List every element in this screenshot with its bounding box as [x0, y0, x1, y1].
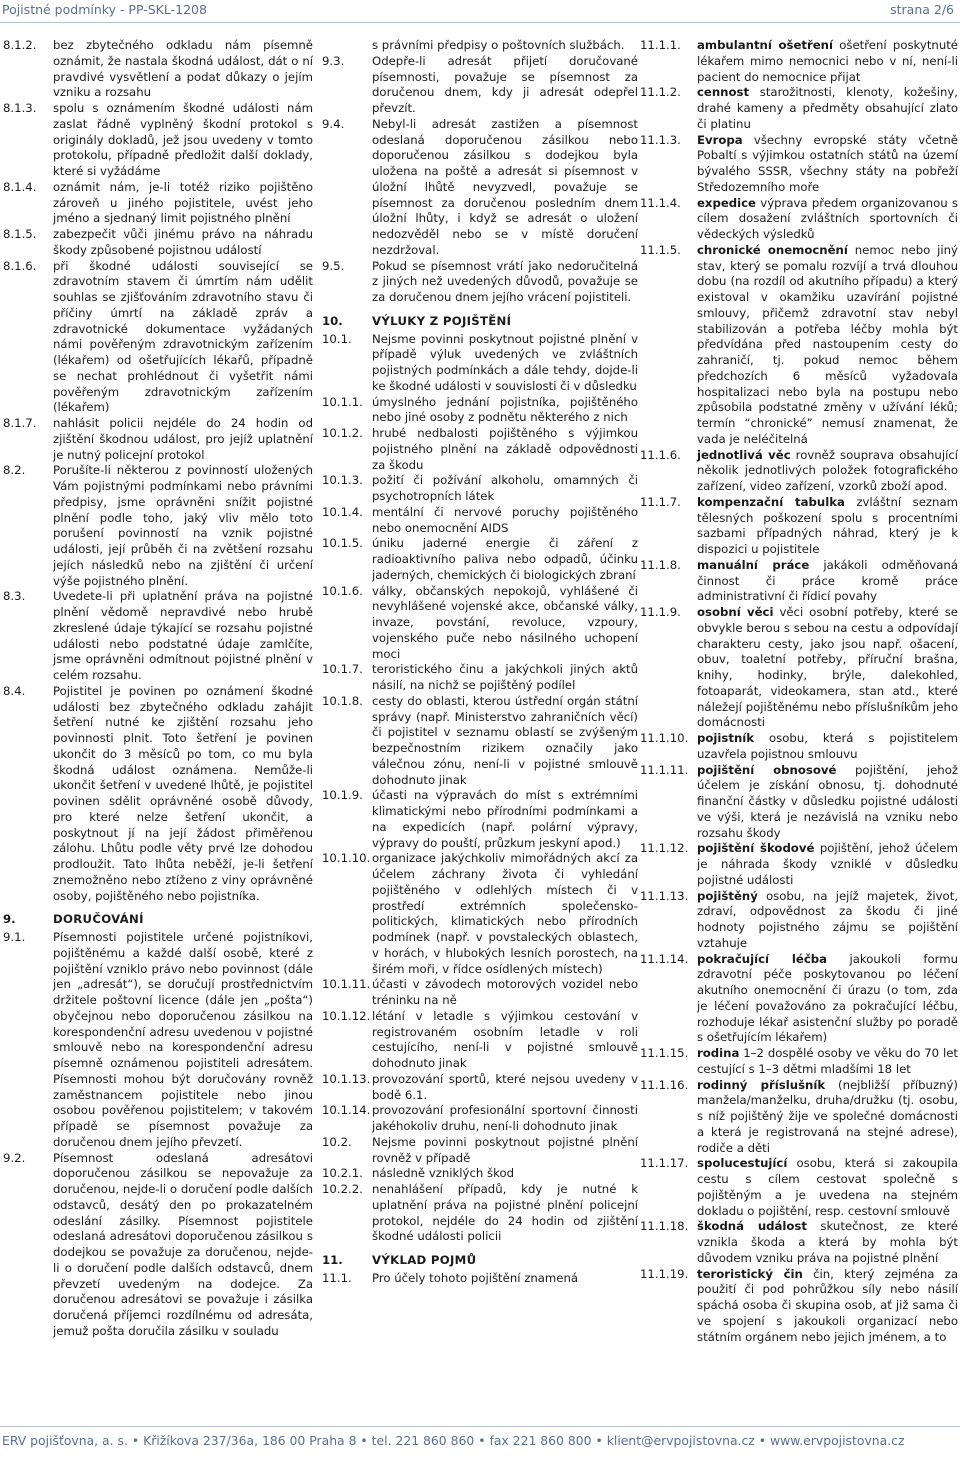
clause-number: 11.1.9. — [640, 605, 681, 619]
clause — [322, 505, 638, 537]
clause-text: cesty do oblasti, kterou ústřední orgán státní správy (např. Ministerstvo zahraničních věcí) či pojistitel v seznamu oblastí se zvýšeným bezpečnostním rizikem označily jako válečnou zónu, není-li v pojistné smlouvě dohodnuto jinak — [372, 693, 638, 787]
clause-number: 11.1.7. — [640, 494, 681, 509]
defined-term: pojištěný — [697, 888, 758, 903]
clause-text: provozování sportů, které nejsou uvedeny v bodě 6.1. — [372, 1071, 638, 1102]
clause-number: 11.1.1. — [640, 38, 681, 52]
column-right — [640, 38, 958, 1345]
clause — [640, 1219, 958, 1266]
clause — [640, 1156, 958, 1219]
clause — [322, 584, 638, 663]
clause-text — [697, 605, 958, 731]
clause-number: 9.4. — [322, 116, 345, 131]
definition-text: věci osobní potřeby, které se obvykle berou s sebou na cestu a odpovídají charakteru cesty, jako jsou např. ošacení, obuv, toaletní potřeby, příruční brašna, knihy, hodinky, brýle, dalekohled, fotoaparát, videokamera, stan atd., které náležejí pojištěnému nebo příslušníkům jeho domácnosti — [697, 605, 958, 730]
clause — [322, 977, 638, 1009]
column-middle — [322, 38, 638, 1287]
clause-text: oznámit nám, je-li totéž riziko pojištěno zároveň u jiného pojistitele, uvést jeho jméno a sjednaný limit pojistného plnění — [53, 179, 313, 226]
clause — [322, 259, 638, 306]
clause-number: 11.1.11. — [640, 762, 689, 777]
clause-text — [697, 38, 958, 85]
clause-text — [697, 133, 958, 196]
clause — [640, 448, 958, 495]
document-title: Pojistné podmínky - PP-SKL-1208 — [2, 2, 207, 17]
clause-text: úniku jaderné energie či záření z radioaktivního paliva nebo odpadů, účinku jaderných, chemických či biologických zbraní — [372, 536, 638, 582]
clause-text: požití či požívání alkoholu, omamných či psychotropních látek — [372, 473, 638, 503]
clause — [322, 851, 638, 977]
clause-text: Nebyl-li adresát zastižen a písemnost odeslaná doporučenou zásilkou nebo doporučenou zásilkou s dodejkou byla uložena na poště a adresát si písemnost v úložní lhůtě nevyzvedl, považuje se písemnost za doručenou posledním dnem úložní lhůty, i když se adresát o uložení nedozvěděl nebo se v místě doručení nezdržoval. — [372, 116, 638, 257]
clause-number: 10.2.2. — [322, 1182, 363, 1196]
defined-term: jednotlivá věc — [697, 447, 791, 462]
clause — [640, 133, 958, 196]
clause-number: 9.3. — [322, 53, 345, 68]
clause-text: mentální či nervové poruchy pojištěného nebo onemocnění AIDS — [372, 504, 638, 535]
definition-text: osobu, na jejíž majetek, život, zdraví, odpovědnost za škodu či jiné hodnoty pojistného zájmu se pojištění vztahuje — [697, 888, 958, 950]
clause-text: hrubé nedbalosti pojištěného s výjimkou pojistného plnění na základě odpovědnosti za škodu — [372, 426, 638, 472]
clause-text: následně vzniklých škod — [372, 1166, 515, 1181]
defined-term: pojištění obnosové — [697, 762, 837, 777]
clause — [640, 1046, 958, 1078]
clause-number: 10.1.8. — [322, 693, 363, 708]
clause-number: 10.1.12. — [322, 1008, 371, 1023]
clause-text: Nejsme povinni poskytnout pojistné plnění rovněž v případě — [372, 1134, 638, 1165]
clause-number: 11.1.8. — [640, 557, 681, 572]
defined-term: expedice — [697, 195, 756, 210]
clause-text — [697, 841, 958, 888]
clause-number: 9.5. — [322, 258, 345, 273]
clause-text: Uvedete-li při uplatnění práva na pojistné plnění vědomě nepravdivé nebo hrubě zkreslené údaje týkající se rozsahu pojistné události nebo podstatné údaje zamlčíte, jsme oprávněni odmítnout pojistné plnění v celém rozsahu. — [53, 589, 313, 682]
clause-text: Písemnosti pojistitele určené pojistníkovi, pojištěnému a každé další osobě, které z pojištění vzniklo právo nebo povinnost (dále jen „adresát“), se doručují prostřednictvím držitele poštovní licence (dále jen „pošta“) obyčejnou nebo doporučenou zásilkou na korespondenční adresu uvedenou v pojistné smlouvě nebo na korespondenční adresu písemně oznámenou pojistiteli adresátem. Písemnosti mohou být doručovány rovněž zaměstnancem pojistitele nebo jinou osobou pověřenou pojistitelem; v takovém případě se písemnost považuje za doručenou dnem jejího převzetí. — [53, 930, 313, 1149]
clause — [322, 117, 638, 259]
definition-text: jakákoli odměňovaná činnost či práce kromě práce administrativní či řídicí povahy — [697, 557, 958, 604]
definition-text: nemoc nebo jiný stav, který se pomalu rozvíjí a trvá dlouhou dobu (na rozdíl od akutního případu) a který existoval v okamžiku uzavírání pojistné smlouvy, přičemž zdravotní stav nebyl stabilizován a potřeba léčby mohla být předvídána před nastoupením cesty do zahraničí, tj. pokud nemoc během předchozích 6 měsíců vyžadovala hospitalizaci nebo byla na postupu nebo způsobila podstatné změny v užívání léků; termín “chronické” nemusí znamenat, že vada je neléčitelná — [697, 242, 958, 446]
clause-number: 10.1.13. — [322, 1071, 371, 1086]
clause — [3, 416, 313, 463]
clause-number: 8.1.3. — [3, 101, 37, 115]
clause-text — [697, 952, 958, 1047]
clause-number: 10.1.3. — [322, 473, 363, 488]
clause-number: 10.1.11. — [322, 977, 371, 992]
clause-text — [697, 1219, 958, 1266]
defined-term: škodná událost — [697, 1219, 807, 1234]
clause-text: nenahlášení případů, kdy je nutné k uplatnění práva na pojistné plnění policejní protokol, nejdéle do 24 hodin od zjištění škodné události policii — [372, 1182, 638, 1244]
clause-text: Pro účely tohoto pojištění znamená — [372, 1270, 579, 1285]
clause-number: 9.2. — [3, 1150, 26, 1165]
clause — [322, 332, 638, 395]
clause — [322, 54, 638, 117]
definition-text: pojištění, jehož účelem je náhrada škody vzniklé v důsledku pojistné události — [697, 841, 958, 887]
clause — [3, 463, 313, 589]
clause — [640, 558, 958, 605]
clause — [322, 662, 638, 694]
clause-text — [697, 448, 958, 495]
section-heading — [322, 314, 638, 330]
clause — [322, 536, 638, 583]
clause-text: účasti v závodech motorových vozidel nebo tréninku na ně — [372, 977, 638, 1007]
clause-text — [697, 889, 958, 952]
clause-text — [697, 243, 958, 448]
clause-number: 11.1.3. — [640, 132, 681, 147]
defined-term: pojistník — [697, 731, 755, 745]
clause-text: války, občanských nepokojů, vyhlášené či nevyhlášené vojenské akce, občanské války, invaze, povstání, revoluce, vzpoury, vojenského puče nebo násilného uchopení moci — [372, 583, 638, 661]
clause-number: 10.1.5. — [322, 536, 363, 551]
clause-number: 9. — [3, 912, 16, 927]
defined-term: spolucestující — [697, 1156, 788, 1171]
defined-term: rodinný příslušník — [697, 1077, 826, 1092]
clause — [322, 1072, 638, 1104]
clause-text: spolu s oznámením škodné události nám zaslat řádně vyplněný škodní protokol s originály dokladů, jež jsou uvedeny v tomto protokolu, případně předložit další doklady, které si vyžádáme — [53, 101, 313, 178]
clause-text: Odepře-li adresát přijetí doručované písemnosti, považuje se písemnost za doručenou dnem, kdy ji adresát odepřel převzít. — [372, 53, 638, 115]
definition-text: osobu, která s pojistitelem uzavřela pojistnou smlouvu — [697, 731, 958, 761]
clause — [322, 694, 638, 789]
definition-text: všechny evropské státy včetně Pobaltí s výjimkou ostatních států na území bývalého SSSR, všechny státy na pobřeží Středozemního moře — [697, 132, 958, 194]
clause-text: Pojistitel je povinen po oznámení škodné události bez zbytečného odkladu zahájit šetření nutné ke zjištění rozsahu jeho povinnosti plnit. Toto šetření je povinen ukončit do 3 měsíců po tom, co mu byla škodná událost oznámena. Nemůže-li ukončit šetření v uvedené lhůtě, je pojistitel povinen sdělit oprávněné osobě důvody, pro které nelze šetření ukončit, a poskytnout jí na její žádost přiměřenou zálohu. Lhůtu podle věty prvé lze dohodou prodloužit. Tato lhůta neběží, je-li šetření znemožněno nebo ztíženo z viny oprávněné osoby, pojištěného nebo pojistníka. — [53, 683, 313, 903]
clause-number: 9.1. — [3, 930, 26, 944]
clause — [322, 473, 638, 505]
clause — [322, 1271, 638, 1287]
clause — [322, 1182, 638, 1245]
defined-term: chronické onemocnění — [697, 242, 848, 257]
clause-text — [697, 1078, 958, 1157]
clause-number: 8.2. — [3, 463, 26, 478]
clause-text: provozování profesionální sportovní činnosti jakéhokoliv druhu, není-li dohodnuto jinak — [372, 1103, 638, 1133]
definition-text: výprava předem organizovanou s cílem dosažení zvláštních sportovních či vědeckých výsledků — [697, 195, 958, 241]
clause-number: 11.1.15. — [640, 1046, 689, 1060]
clause — [640, 38, 958, 85]
clause-number: 11.1.6. — [640, 447, 681, 462]
header-divider — [0, 22, 960, 23]
clause — [3, 1151, 313, 1340]
clause-text: teroristického činu a jakýchkoli jiných aktů násilí, na nichž se pojištěný podílel — [372, 662, 638, 692]
clause — [3, 259, 313, 417]
clause — [640, 841, 958, 888]
defined-term: cennost — [697, 85, 750, 100]
definition-text: pojištění, jehož účelem je získání obnosu, tj. dohodnuté finanční částky v důsledku pojistné události ve výši, která je nezávislá na vzniku nebo rozsahu škody — [697, 762, 958, 840]
defined-term: pojištění škodové — [697, 841, 815, 856]
defined-term: rodina — [697, 1046, 740, 1060]
footer-divider — [0, 1426, 960, 1427]
clause-text — [697, 731, 958, 763]
clause-text — [697, 1267, 958, 1346]
section-heading — [322, 1253, 638, 1269]
clause-text: účasti na výpravách do míst s extrémními klimatickými nebo přírodními podmínkami a na expedicích (např. polární výpravy, výpravy do pouští, průzkum jeskyní apod.) — [372, 788, 638, 850]
clause-number: 11.1.13. — [640, 888, 689, 903]
clause — [322, 426, 638, 473]
page-header — [0, 0, 960, 22]
definition-text: (nejbližší příbuzný) manžela/manželku, druha/družku (tj. osobu, s níž pojištěný žije ve společné domácnosti a která je registrovaná na stejné adrese), rodiče a děti — [697, 1077, 958, 1155]
defined-term: kompenzační tabulka — [697, 494, 845, 509]
clause-number: 10. — [322, 313, 343, 328]
clause-text — [697, 196, 958, 243]
clause — [322, 1166, 638, 1182]
definition-text: čin, který zejména za použití či pod pohrůžkou síly nebo násilí spáchá osoba či skupina osob, ať již sama či ve spojení s jakoukoli organizací nebo státním orgánem nebo jejich jménem, a to — [697, 1266, 958, 1344]
clause — [640, 495, 958, 558]
clause — [640, 243, 958, 448]
clause-text: DORUČOVÁNÍ — [53, 912, 144, 927]
clause-number: 10.1.10. — [322, 851, 371, 866]
clause-number: 11.1.10. — [640, 731, 689, 745]
clause-number: 10.2. — [322, 1134, 352, 1149]
clause-number: 10.1.9. — [322, 788, 363, 803]
clause — [640, 605, 958, 731]
clause-number: 11.1.18. — [640, 1219, 689, 1234]
clause-number: 10.1.2. — [322, 426, 363, 440]
definition-text: ošetření poskytnuté lékařem mimo nemocnici nebo v ní, není-li pacient do nemocnice přijat — [697, 38, 958, 84]
clause-text: nahlásit policii nejdéle do 24 hodin od zjištění škodnou událost, pro jejíž uplatnění je nutný policejní protokol — [53, 416, 313, 462]
clause-text: organizace jakýchkoliv mimořádných akcí za účelem záchrany života či vyhledání pojištěného v odlehlých místech či v prostředí extrémních společensko-politických, klimatických nebo přírodních podmínek (např. v povstaleckých oblastech, v horách, v hlubokých lesních porostech, na širém moři, v řídce osídlených místech) — [372, 851, 638, 976]
clause-number: 10.1. — [322, 331, 352, 346]
definition-text: starožitnosti, klenoty, kožešiny, drahé kameny a předměty obsahující zlato či platinu — [697, 85, 958, 131]
clause — [640, 1078, 958, 1157]
page-footer: ERV pojišťovna, a. s. • Křižíkova 237/36a, 186 00 Praha 8 • tel. 221 860 860 • fax 221 860 800 • klient@ervpojistovna.cz • www.ervpojistovna.cz — [2, 1433, 905, 1448]
clause — [640, 196, 958, 243]
clause-number: 11.1.16. — [640, 1077, 689, 1092]
clause-text — [697, 558, 958, 605]
column-left — [3, 38, 313, 1340]
clause-text — [697, 1156, 958, 1219]
clause-text: létání v letadle s výjimkou cestování v registrovaném osobním letadle v roli cestujícího, není-li v pojistné smlouvě dohodnuto jinak — [372, 1008, 638, 1070]
clause — [3, 930, 313, 1151]
clause-text — [697, 763, 958, 842]
clause-number: 11.1.19. — [640, 1266, 689, 1281]
clause — [3, 227, 313, 259]
clause-number: 8.4. — [3, 683, 26, 698]
clause — [640, 85, 958, 132]
clause — [3, 684, 313, 905]
clause — [640, 731, 958, 763]
defined-term: osobní věci — [697, 605, 774, 619]
clause — [322, 788, 638, 851]
clause-text: zabezpečit vůči jinému právo na náhradu škody způsobené pojistnou událostí — [53, 227, 313, 257]
clause-number: 8.1.7. — [3, 416, 37, 430]
clause-number: 11.1.2. — [640, 85, 681, 100]
clause-number: 10.1.4. — [322, 504, 363, 519]
clause-text: bez zbytečného odkladu nám písemně oznámit, že nastala škodná událost, dát o ní pravdivé vysvětlení a podat důkazy o jejím vzniku a rozsahu — [53, 38, 313, 100]
clause-text: Nejsme povinni poskytnout pojistné plnění v případě výluk uvedených ve zvláštních pojistných podmínkách a dále tehdy, dojde-li ke škodné události v souvislosti či v důsledku — [372, 331, 638, 393]
defined-term: ambulantní ošetření — [697, 38, 833, 52]
clause-number: 8.1.4. — [3, 179, 37, 194]
clause-number: 8.1.2. — [3, 38, 37, 52]
clause — [640, 1267, 958, 1346]
clause-number: 8.3. — [3, 589, 26, 604]
clause-number: 11.1.14. — [640, 951, 689, 966]
continued-text: s právními předpisy o poštovních službách. — [372, 38, 625, 52]
clause-text — [697, 1046, 958, 1078]
clause-text: úmyslného jednání pojistníka, pojištěného nebo jiné osoby z podnětu některého z nich — [372, 394, 638, 425]
definition-text: 1–2 dospělé osoby ve věku do 70 let cestující s 1–3 dětmi mladšími 18 let — [697, 1046, 958, 1076]
clause-number: 11.1.4. — [640, 195, 681, 210]
definition-text: jakoukoli formu zdravotní péče poskytovanou po léčení akutního onemocnění či úrazu (o tom, zda je léčení považováno za pokračující léčbu, rozhoduje lékař asistenční služby po poradě s ošetřujícím lékařem) — [697, 951, 958, 1045]
clause — [322, 395, 638, 427]
definition-text: zvláštní seznam tělesných poškození spolu s procentními sazbami případných náhrad, který je k dispozici u pojistitele — [697, 494, 958, 556]
clause — [3, 180, 313, 227]
clause-number: 10.2.1. — [322, 1166, 363, 1181]
clause-number: 11.1.12. — [640, 841, 689, 856]
definition-text: skutečnost, ze které vznikla škoda a která by mohla být důvodem vzniku práva na pojistné plnění — [697, 1219, 958, 1265]
clause — [3, 589, 313, 684]
defined-term: Evropa — [697, 132, 743, 147]
clause — [3, 38, 313, 101]
defined-term: manuální práce — [697, 557, 810, 572]
defined-term: teroristický čin — [697, 1266, 803, 1281]
clause-number: 10.1.6. — [322, 583, 363, 598]
clause-text: VÝLUKY Z POJIŠTĚNÍ — [372, 313, 512, 328]
clause-text: Písemnost odeslaná adresátovi doporučenou zásilkou se nepovažuje za doručenou, nejde-li o doručení podle dalších odstavců, desátý den po prokazatelném odeslání zásilky. Písemnost pojistitele odeslaná adresátovi doporučenou zásilkou s dodejkou se považuje za doručenou, nejde-li o doručení podle dalších odstavců, dnem převzetí uvedeným na dodejce. Za doručenou adresátovi se považuje i zásilka doručená příjemci rozdílnému od adresáta, jemuž pošta doručila zásilku v souladu — [53, 1150, 313, 1338]
section-heading — [3, 912, 313, 928]
clause — [322, 1103, 638, 1135]
definition-text: osobu, která si zakoupila cestu s cílem cestovat společně s pojištěným a je uvedena na stejném dokladu o pojištění, resp. cestovní smlouvě — [697, 1156, 958, 1218]
clause-number: 11.1.5. — [640, 242, 681, 257]
clause-text: VÝKLAD POJMŮ — [372, 1253, 477, 1267]
clause-text — [697, 85, 958, 132]
clause-text: Pokud se písemnost vrátí jako nedoručitelná z jiných než uvedených důvodů, považuje se za doručenou dnem jejího vrácení pojistiteli. — [372, 258, 638, 304]
clause-text — [697, 495, 958, 558]
clause-text: Porušíte-li některou z povinností uložených Vám pojistnými podmínkami nebo právními předpisy, jsme oprávněni snížit pojistné plnění podle toho, jaký vliv mělo toto porušení povinností na vznik pojistné události, její průběh či na zvětšení rozsahu jejích následků nebo na zjištění či určení výše pojistného plnění. — [53, 463, 313, 588]
clause — [322, 1009, 638, 1072]
clause — [640, 889, 958, 952]
clause — [3, 101, 313, 180]
clause-text: při škodné události související se zdravotním stavem či úmrtím nám udělit souhlas se zjišťováním zdravotního stavu či příčiny úmrtí na základě zpráv a zdravotnické dokumentace vyžádaných námi pověřeným zdravotnickým zařízením (lékařem) od ošetřujících lékařů, případně se nechat prohlédnout či vyšetřit námi pověřeným zdravotnickým zařízením (lékařem) — [53, 258, 313, 415]
clause-number: 11.1. — [322, 1270, 352, 1285]
clause-number: 11.1.17. — [640, 1156, 689, 1171]
clause-number: 8.1.5. — [3, 227, 37, 241]
clause-number: 10.1.1. — [322, 394, 363, 409]
clause — [640, 763, 958, 842]
page-number: strana 2/6 — [890, 2, 954, 17]
clause-number: 10.1.14. — [322, 1103, 371, 1118]
definition-text: rovněž souprava obsahující několik jednotlivých položek fotografického zařízení, video zařízení, vzorků zboží apod. — [697, 447, 958, 493]
clause-number: 11. — [322, 1253, 343, 1267]
clause-number: 10.1.7. — [322, 662, 363, 677]
defined-term: pokračující léčba — [697, 951, 827, 966]
clause — [640, 952, 958, 1047]
clause — [322, 1135, 638, 1167]
clause-number: 8.1.6. — [3, 258, 37, 273]
